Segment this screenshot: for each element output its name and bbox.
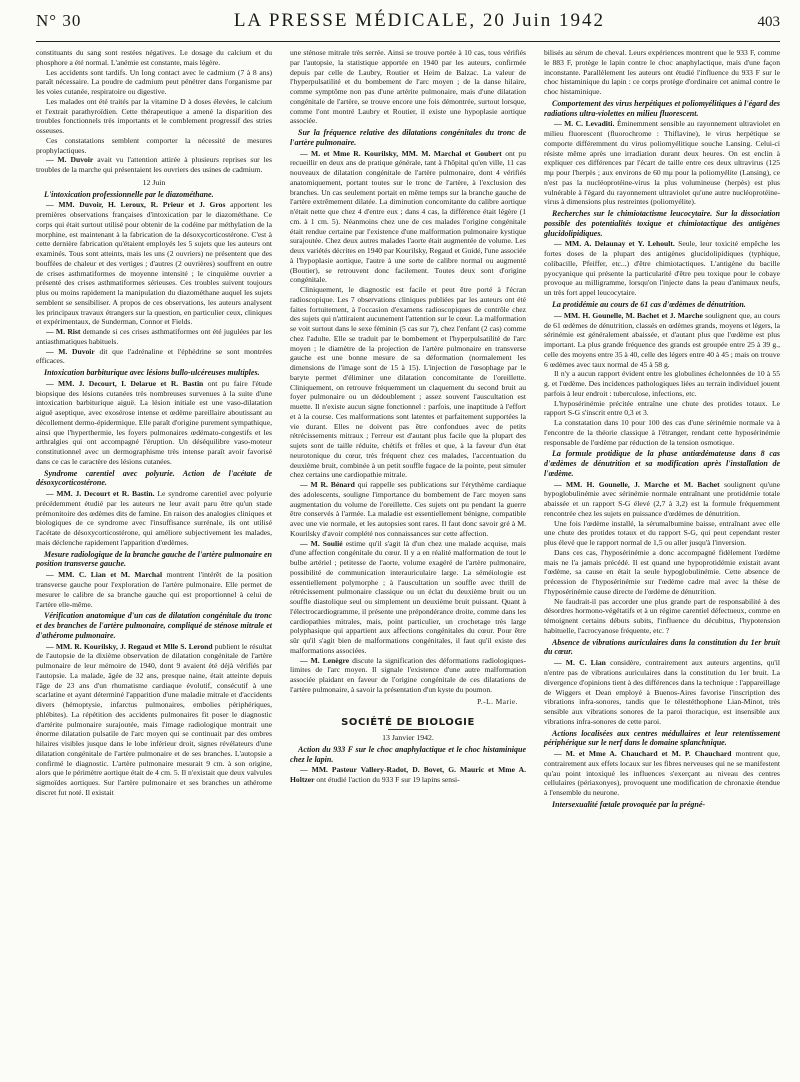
paragraph: Il n'y a aucun rapport évident entre les globulines échelonnées de 10 à 55 g. et l'œdème. Des incidences pathologiques liées au terrain individuel jouent parfois à leur endroit : tuberculose, infections, etc. — [544, 369, 780, 398]
author: — M. Duvoir — [46, 155, 94, 165]
paragraph: Dans ces cas, l'hyposérinémie a donc accompagné fidèlement l'œdème mais ne l'a jamais précédé. Il est quand une hypoprotidémie existait avant l'œdème, sa cause en était la seule hypoglobulinémie. Cette absence de précession de l'hyposérinémie sur l'œdème cadre mal avec la thèse de l'hyposérinémie cause directe de l'œdème de dénutrition. — [544, 547, 780, 596]
paragraph — [290, 539, 526, 656]
page-header — [36, 10, 780, 42]
paragraph — [544, 749, 780, 798]
paragraph-text: demande si ces crises asthmatiformes ont été jugulées par les antiasthmatiques habituels. — [36, 327, 272, 346]
paragraph — [36, 327, 272, 347]
section-title: Absence de vibrations auriculaires dans la constitution du 1er bruit du cœur. — [544, 637, 780, 657]
paragraph — [36, 379, 272, 467]
paragraph-text: montrent l'intérêt de la position transverse gauche pour l'exploration de l'artère pulmonaire. Elle permet de mesurer le calibre de sa branche gauche qui est proportionnel à celui de l'artère elle-même. — [36, 570, 272, 609]
paragraph — [36, 200, 272, 327]
section-title: Recherches sur le chimiotactisme leucocytaire. Sur la dissociation possible des potentialités toxique et chimiotactique des antigènes glucidolipidiques. — [544, 209, 780, 238]
session-date: 13 Janvier 1942. — [382, 733, 434, 743]
paragraph — [36, 642, 272, 798]
column-2 — [290, 48, 526, 811]
section-title: Syndrome carentiel avec polyurie. Action de l'acétate de désoxycorticostérone. — [36, 468, 272, 488]
section-title: Intersexualité fœtale provoquée par la prégné- — [552, 799, 706, 809]
paragraph: Ces constatations semblent comporter la nécessité de mesures prophylactiques. — [36, 135, 272, 155]
author: — MM. J. Decourt et R. Bastin. — [46, 489, 155, 499]
signature: P.-L. Marie. — [477, 696, 518, 706]
paragraph-text: montrent que, contrairement aux effets locaux sur les fibres nerveuses qui ne se manifestent qu'au point intoxiqué les influences s'exerçant au niveau des centres cellulaires (périaxonyes), provoquent une modification de chronaxie étendue à l'ensemble du neurone. — [544, 749, 781, 798]
paragraph — [36, 570, 272, 609]
section-title: Actions localisées aux centres médullaires et leur retentissement périphérique sur le nerf dans le domaine splanchnique. — [544, 728, 780, 748]
author: — M. Soulié — [300, 538, 343, 548]
paragraph-text: Seule, leur toxicité empêche les fortes doses de la plupart des antigènes glucidolipidiques (typhique, colibacille, Pfeiffer, etc...) d'être chimiotactiques. L'antigène du bacille pyocyanique qui présente la particularité d'être peu toxique pour le cobaye provoque au milligramme, lorsqu'on l'injecte dans la peau d'animaux neufs, un très fort appel leucocytaire. — [544, 239, 781, 298]
author: — MM. Pasteur Vallery-Radot, D. Bovet, G. Mauric et Mme A. Holtzer — [290, 765, 526, 785]
author: — M. et Mme R. Kourilsky, MM. M. Marchal et Goubert — [300, 148, 502, 158]
section-title: La protidémie au cours de 61 cas d'œdèmes de dénutrition. — [552, 299, 746, 309]
paragraph — [290, 480, 526, 539]
society-heading: SOCIÉTÉ DE BIOLOGIE — [341, 717, 475, 729]
paragraph — [544, 658, 780, 726]
paragraph: Cliniquement, le diagnostic est facile et peut être porté à l'écran radioscopique. Les 7 observations cliniques publiées par les auteurs ont été faites fortuitement, à l'occasion d'examens radioscopiques de contrôle chez des sujets qui n'attiraient aucunement l'attention sur le cœur. La malformation se voit surtout dans le sexe féminin (5 cas sur 7), chez l'enfant (2 cas) comme chez l'adulte. Elle se traduit par le bombement et l'hyperpulsatilité de l'arc moyen ; le diamètre de la projection de l'artère pulmonaire en transverse gauche est une bonne mesure de sa déformation (normalement les dimensions de l'image sont de 15 à 15). L'injection de l'œsophage par le baryte permet d'éliminer une dilatation concomitante de l'oreillette. Cliniquement, on retrouve fréquemment un claquement du second bruit au foyer pulmonaire ou un dédoublement ; assez souvent l'auscultation est muette. Il n'existe aucun signe fonctionnel : parfois, une inaptitude à l'effort et à la course. Ces malformations sont latentes et parfaitement supportées la vie durant. Elles ne doivent pas être confondues avec de petits rétrécissements mitraux ; l'erreur est d'autant plus facile que la plupart des sujets sont de taille réduite, chétifs et frêles et que, à la faveur d'un état neurotonique du cœur, très fréquent chez ces malades, l'accentuation du deuxième bruit, combinée à un petit souffle fugace de la pointe, peut simuler chez certains une cardiopathie mitrale. — [290, 285, 526, 480]
page-number: 403 — [757, 14, 780, 30]
paragraph: constituants du sang sont restées négatives. Le dosage du calcium et du phosphore a été normal. L'anémie est constante, mais légère. — [36, 48, 272, 67]
paragraph-text: ont pu recueillir en deux ans de pratique générale, tant à l'hôpital qu'en ville, 11 cas nouveaux de dilatation congénitale de l'artère pulmonaire, dont 4 vérifiés anatomiquement, portant toutes sur le tronc de l'artère, à l'exclusion des branches. Un cas seulement portait en même temps sur la branche gauche de l'artère extrêmement dilatée. La diminution concomitante du calibre aortique n'était nette que chez 4 d'entre eux ; dans 4 cas, la différence était légère (1 cm. à 1 cm. 5). Néanmoins chez une de ces malades l'origine congénitale était rendue certaine par l'existence d'une malformation pulmonaire kystique surajoutée. Chez deux autres malades l'aorte était augmentée de volume. Les deux variétés décrites en 1940 par Kourilsky, Regaud et Guidé, l'une associée à l'hypoplasie aortique, l'autre à une sorte de calibre normal ou augmenté (Boutier), se retrouvent donc facilement. Toutes deux sont d'origine congénitale. — [290, 148, 526, 285]
section-title: Intoxication barbiturique avec lésions bullo-ulcéreuses multiples. — [44, 368, 260, 378]
paragraph — [36, 347, 272, 367]
column-3 — [544, 48, 780, 811]
author: — MM. A. Delaunay et Y. Lehoult. — [554, 239, 675, 249]
paragraph — [544, 311, 780, 370]
section-title: Comportement des virus herpétiques et poliomyélitiques à l'égard des radiations ultra-violettes en milieu fluorescent. — [544, 98, 780, 118]
session-date: 12 Juin — [142, 177, 166, 187]
author: — MM. Duvoir, H. Leroux, R. Prieur et J. Gros — [46, 200, 226, 210]
author: — MM. H. Gounelle, J. Marche et M. Bachet — [554, 479, 720, 489]
author: — M R. Bénard — [300, 480, 355, 490]
author: — M. Duvoir — [46, 346, 95, 356]
author: — M. et Mme A. Chauchard et M. P. Chauchard — [554, 749, 732, 759]
paragraph-text: Éminemment sensible au rayonnement ultraviolet en milieu fluorescent (fluorochrome : Thiflavine), le virus herpétique se comporte différemment du virus poliomyélitique souche Lansing. Celui-ci résiste même après une irradiation durant deux heures. On est enclin à expliquer ces différences par l'écart de taille entre ces deux ultravirus (125 mμ pour l'herpès ; aux environs de 60 mμ pour la poliomyélite (Lansing), ce n'est pas la nucléoprotéine-virus la plus volumineuse (herpès) est plus vulnérable à l'égard du rayonnement ultraviolet qu'une autre nucléoprotéine-virus à dimensions plus restreintes (poliomyélite). — [544, 119, 780, 207]
author: — MM. J. Decourt, I. Delarue et R. Bastin — [46, 378, 204, 388]
paragraph-text: avait vu l'attention attirée à plusieurs reprises sur les troubles de la marche qui présentaient les ouvriers des usines de cadmium. — [36, 155, 272, 174]
paragraph — [544, 239, 780, 298]
issue-number: N° 30 — [36, 11, 82, 30]
divider — [388, 729, 428, 730]
paragraph-text: dit que l'adrénaline et l'éphédrine se sont montrées efficaces. — [36, 346, 272, 366]
article-columns — [36, 48, 780, 811]
section-title: L'intoxication professionnelle par le diazométhane. — [44, 189, 214, 199]
paragraph-text: qui rappelle ses publications sur l'érythème cardiaque des adolescents, souligne l'importance du bombement de l'arc moyen sans augmentation du volume de l'oreillette. Ces sujets ont pu pendant la guerre être conservés à l'armée. La maladie est essentiellement bénigne, compatible avec une vie normale, et les autopsies sont rares. Il faut donc savoir gré à M. Kourilsky d'avoir complété nos connaissances sur cette affection. — [290, 480, 526, 538]
paragraph-text: ont pu faire l'étude biopsique des lésions cutanées très nombreuses survenues à la suite d'une intoxication barbiturique aiguë. La lésion initiale est une vaso-dilatation aiguë aseptique, avec exosérose intense et œdème pareillaire aboutissant au décollement dermo-épidermique. Elle paraît d'origine purement sympathique, ainsi que l'hyperthermie, les foyers pulmonaires œdémato-congestifs et les arthralgies qui ont accompagné l'éruption. Un déséquilibre vaso-moteur constitutionnel avec un dermographisme très intense paraît avoir favorisé dans ce cas le caractère des lésions cutanées. — [36, 378, 273, 466]
paragraph — [290, 149, 526, 286]
section-title: Action du 933 F sur le choc anaphylactique et le choc histaminique chez le lapin. — [290, 744, 526, 764]
author: — M. C. Lian — [554, 658, 606, 668]
paragraph: Ne faudrait-il pas accorder une plus grande part de responsabilité à des désordres hormono-végétatifs et à un régime carentiel défectueux, comme en témoignent certains débuts subits, l'influence du décubitus, l'hypotension habituelle, l'acrocyanose fréquente, etc. ? — [544, 596, 780, 635]
journal-title: LA PRESSE MÉDICALE, 20 Juin 1942 — [233, 10, 606, 31]
section-title: La formule protidique de la phase antiœdémateuse dans 8 cas d'œdèmes de dénutrition et sa modification après l'installation de l'œdème. — [544, 449, 780, 478]
author: — M. Rist — [46, 327, 81, 337]
paragraph: Les malades ont été traités par la vitamine D à doses élevées, le calcium et l'extrait parathyroïdien. Cette thérapeutique a amené la disparition des troubles fonctionnels très importants et le comblement progressif des stries osseuses. — [36, 96, 272, 135]
paragraph: La constatation dans 10 pour 100 des cas d'une sérinémie normale va à l'encontre de la théorie classique à l'étranger, rendant cette hyposérinémie responsable de l'œdème par réduction de la tension osmotique. — [544, 418, 780, 447]
section-title: Mesure radiologique de la branche gauche de l'artère pulmonaire en position transverse gauche. — [36, 549, 272, 569]
paragraph: une sténose mitrale très serrée. Ainsi se trouve portée à 10 cas, tous vérifiés par l'autopsie, la statistique apportée en 1940 par les auteurs, confirmée depuis par celle de Laubry, Routier et Heim de Balzac. La valeur de l'hyperpulsatilité et du bombement de l'arc moyen ; de la danse hilaire, comme symptôme non pas d'une artérite pulmonaire, mais d'une dilatation congénitale de l'artère, se trouve encore une fois démontrée, surtout lorsque, comme l'ont montré Laubry et Routier, il existe une hypoplasie aortique associée. — [290, 48, 526, 126]
paragraph-text: apportent les premières observations françaises d'intoxication par le diazométhane. Ce corps qui était surtout utilisé pour obtenir de la codéine par méthylation de la morphine, est maintenant à la fabrication de la désoxycorticostérone. C'est à cette dernière fabrication qu'étaient employés les 5 sujets que les auteurs ont examinés. Tous sont atteints, mais les uns (2 ouvriers) ne présentent que des bouffées de chaleur et des vertiges ; d'autres (2 ouvrières) souffrent en outre de crises asthmatiformes de moyenne intensité ; le cinquième ouvrier a présenté des crises asthmatiformes sérieuses. Ces troubles suivent toujours plus ou moins rapidement la manipulation du diazométhane auquel les sujets semblent se sensibiliser. A propos de ces observations, les auteurs analysent les principaux travaux étrangers sur la question, en particulier ceux, cliniques et expérimentaux, de Sunderman, Connor et Fields. — [36, 200, 272, 327]
section-title: Vérification anatomique d'un cas de dilatation congénitale du tronc et des branches de l'artère pulmonaire, compliqué de sténose mitrale et d'athérome pulmonaire. — [36, 611, 272, 640]
paragraph — [290, 656, 526, 695]
paragraph-text: soulignent que, au cours de 61 œdèmes de dénutrition, classés en œdèmes grands, moyens et légers, la sérinémie est généralement abaissée, et d'autant plus que l'œdème est plus important. La plus grande fréquence des grands est groupée entre 25 à 39 g., celle des moyens entre 35 à 40, celle des légers entre 40 à 45 ; mais on trouve 6 œdèmes avec taux normal de 45 à 58 g. — [544, 310, 780, 369]
paragraph-text: discute la signification des déformations radiologiques-limites de l'arc moyen. Il signale l'existence d'une autre malformation associée plaidant en faveur de l'origine congénitale de ces dilatations de l'artère pulmonaire, à savoir la présentation d'un kyste du poumon. — [290, 655, 526, 694]
author: — MM. H. Gounelle, M. Bachet et J. Marche — [554, 310, 703, 320]
paragraph — [36, 489, 272, 548]
author: — MM. R. Kourilsky, J. Regaud et Mlle S. Lerond — [46, 641, 213, 651]
paragraph — [290, 765, 526, 785]
paragraph — [544, 480, 780, 519]
paragraph: Une fois l'œdème installé, la sérumalbumine baisse, entraînant avec elle une chute des protides totaux et du rapport S-G, qui peut cependant rester plus élevé que le rapport normal de 1,5 ou aller jusqu'à l'inversion. — [544, 518, 780, 548]
paragraph — [544, 119, 780, 207]
paragraph: Les accidents sont tardifs. Un long contact avec le cadmium (7 à 8 ans) paraît nécessaire. La poudre de cadmium peut pénétrer dans l'organisme par les voies cutanée, respiratoire ou digestive. — [36, 67, 272, 96]
paragraph-text: publient le résultat de l'autopsie de la dixième observation de dilatation congénitale de l'artère pulmonaire de leur mémoire de 1940, dont 9 avaient été déjà vérifiés par l'autopsie. La malade, âgée de 32 ans, presque naine, était atteinte depuis l'âge de 23 ans d'un rhumatisme cardiaque évolutif, consécutif à une scarlatine et ayant déterminé l'apparition d'une maladie mitrale et d'accidents divers (hémoptysie, infarctus pulmonaires, embolies périphériques, phlébites). La répétition des accidents pulmonaires fit poser le diagnostic d'artérite pulmonaire surajoutée, mais l'image radiologique montrait une énorme dilatation pulsatile de l'arc moyen qui se continuait par des ombres hilaires visibles jusque dans le lobe inférieur droit, signes révélateurs d'une dilatation congénitale de l'artère pulmonaire et de ses branches. L'autopsie a confirmé le diagnostic. L'artère pulmonaire mesurait 9 cm. à son origine, alors que le périmètre aortique était de 4 cm. 5. Il n'existait que deux valvules sigmoïdes aortiques. Sur l'artère pulmonaire et ses branches un athérome discret fut noté. Il existait — [36, 641, 272, 797]
paragraph-text: considère, contrairement aux auteurs argentins, qu'il n'entre pas de vibrations auriculaires dans la constitution du 1er bruit. La divergence d'opinions tient à des différences dans la technique : l'appareillage de Wiggers et Dean employé à Buenos-Aires favorise l'inscription des vibrations infra-sonores, tandis que le télestéthophone Lian-Minot, très sensible aux vibrations sonores de la paroi thoracique, est insensible aux vibrations infra-sonores de cette paroi. — [544, 658, 780, 726]
paragraph-text: estime qu'il s'agit là d'un chez une malade acquise, mais d'une affection congénitale du cœur. Il y a en réalité malformation de tout le bulbe artériel ; petitesse de l'aorte, volume exagéré de l'artère pulmonaire, possibilité de communication interauriculaire large. La séméiologie est essentiellement polymorphe ; à l'auscultation un souffle avec thrill de rétrécissement pulmonaire classique ou un éclat du deuxième bruit ou un souffle diastolique seul ou simplement un deuxième bruit puissant. Quant à l'électrocardiogramme, il présente une prépondérance droite, comme dans les cardiopathies mitrales, mais, point particulier, un crochetage très large polyphasique qui appartient aux affections congénitales du cœur. Pour être sûr qu'il s'agit bien de malformations congénitales, il faut qu'il existe des malformations associées. — [290, 538, 526, 655]
paragraph-text: Le syndrome carentiel avec polyurie précédemment étudié par les auteurs ne leur avait paru être qu'un stade prémonitoire des œdèmes dits de famine. En raison des analogies cliniques et biologiques de ce syndrome avec l'insuffisance surrénale, ils ont utilisé l'acétate de désoxycorticostérone, qui améliore subjectivement les malades, mais déclenche rapidement l'apparition d'œdèmes. — [36, 489, 272, 547]
paragraph-text: soulignent qu'une hypoglobulinémie avec sérinémie normale entraînant une protidémie totale abaissée et un rapport S-G élevé (2,7 à 3,2) est la formule fréquemment rencontrée chez les sujets en puissance d'œdèmes de dénutrition. — [544, 479, 780, 518]
newspaper-page — [36, 10, 780, 811]
section-title: Sur la fréquence relative des dilatations congénitales du tronc de l'artère pulmonaire. — [290, 128, 526, 147]
paragraph — [36, 155, 272, 175]
paragraph: L'hyposérinémie précitée entraîne une chute des protides totaux. Le rapport S-G s'inscrit entre 0,3 et 3. — [544, 398, 780, 418]
column-1 — [36, 48, 272, 811]
paragraph-text: ont étudié l'action du 933 F sur 19 lapins sensi- — [316, 775, 460, 785]
author: — M. Lenègre — [300, 655, 350, 665]
author: — MM. C. Lian et M. Marchal — [46, 570, 163, 580]
paragraph: bilisés au sérum de cheval. Leurs expériences montrent que le 933 F, comme le 883 F, protège le lapin contre le choc anaphylactique, mais d'une façon inconstante. Parallèlement les auteurs ont étudié l'influence du 933 F sur le choc histaminique du lapin : ce corps protège d'ordinaire cet animal contre le choc histaminique. — [544, 48, 780, 96]
author: — M. C. Levaditi. — [554, 119, 615, 129]
